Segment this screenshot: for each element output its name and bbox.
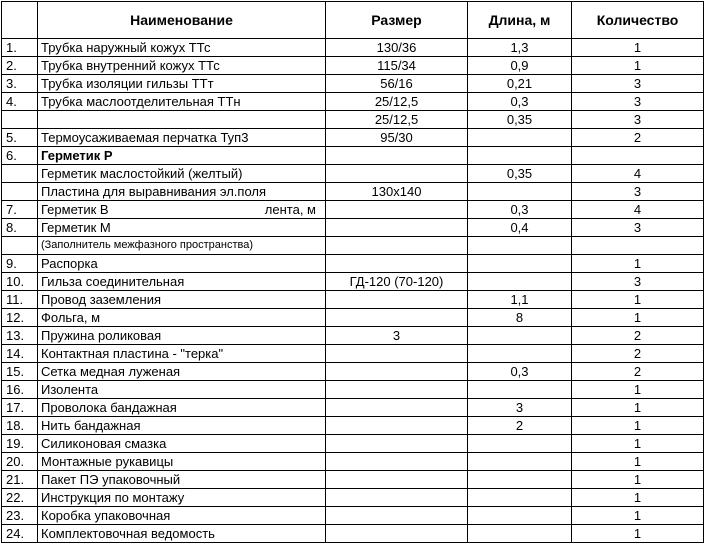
row-number: 18. xyxy=(2,417,38,435)
row-number: 9. xyxy=(2,255,38,273)
item-length xyxy=(468,345,572,363)
table-row xyxy=(2,381,704,399)
item-length: 0,3 xyxy=(468,201,572,219)
item-size xyxy=(326,165,468,183)
item-name: Пружина роликовая xyxy=(38,327,326,345)
item-qty: 1 xyxy=(572,39,704,57)
row-number: 14. xyxy=(2,345,38,363)
item-size xyxy=(326,417,468,435)
table-row xyxy=(2,111,704,129)
table-row xyxy=(2,165,704,183)
table-row xyxy=(2,471,704,489)
item-size xyxy=(326,363,468,381)
item-qty: 3 xyxy=(572,273,704,291)
item-length: 0,35 xyxy=(468,165,572,183)
item-length xyxy=(468,129,572,147)
item-length: 2 xyxy=(468,417,572,435)
table-row xyxy=(2,75,704,93)
item-size: 3 xyxy=(326,327,468,345)
table-row xyxy=(2,309,704,327)
item-length xyxy=(468,381,572,399)
row-number: 12. xyxy=(2,309,38,327)
item-name: Монтажные рукавицы xyxy=(38,453,326,471)
item-name: Инструкция по монтажу xyxy=(38,489,326,507)
item-qty xyxy=(572,147,704,165)
item-qty: 1 xyxy=(572,525,704,543)
table-row xyxy=(2,327,704,345)
item-qty: 2 xyxy=(572,327,704,345)
item-qty: 2 xyxy=(572,363,704,381)
item-name: Силиконовая смазка xyxy=(38,435,326,453)
item-length xyxy=(468,183,572,201)
table-row xyxy=(2,345,704,363)
item-name: Термоусаживаемая перчатка Туп3 xyxy=(38,129,326,147)
item-qty: 3 xyxy=(572,219,704,237)
item-size xyxy=(326,399,468,417)
header-qty: Количество xyxy=(572,2,704,39)
table-row xyxy=(2,399,704,417)
item-size: 25/12,5 xyxy=(326,111,468,129)
table-row xyxy=(2,435,704,453)
row-number: 19. xyxy=(2,435,38,453)
item-name xyxy=(38,111,326,129)
item-name: Провод заземления xyxy=(38,291,326,309)
row-number: 23. xyxy=(2,507,38,525)
item-length: 0,35 xyxy=(468,111,572,129)
item-length xyxy=(468,453,572,471)
table-row xyxy=(2,417,704,435)
item-name: Нить бандажная xyxy=(38,417,326,435)
header-size: Размер xyxy=(326,2,468,39)
row-number: 13. xyxy=(2,327,38,345)
table-row xyxy=(2,507,704,525)
item-length: 1,3 xyxy=(468,39,572,57)
item-qty: 1 xyxy=(572,381,704,399)
item-length: 3 xyxy=(468,399,572,417)
table-row xyxy=(2,201,704,219)
item-name: Изолента xyxy=(38,381,326,399)
item-size: 56/16 xyxy=(326,75,468,93)
item-name: Пластина для выравнивания эл.поля xyxy=(38,183,326,201)
table-row xyxy=(2,39,704,57)
item-name: Пакет ПЭ упаковочный xyxy=(38,471,326,489)
item-name xyxy=(38,201,326,219)
item-size: 115/34 xyxy=(326,57,468,75)
row-number xyxy=(2,111,38,129)
item-qty: 1 xyxy=(572,57,704,75)
item-length: 8 xyxy=(468,309,572,327)
item-unit-text: лента, м xyxy=(264,202,316,217)
item-size: 130/36 xyxy=(326,39,468,57)
row-number: 2. xyxy=(2,57,38,75)
item-qty: 4 xyxy=(572,201,704,219)
item-size xyxy=(326,435,468,453)
row-number: 21. xyxy=(2,471,38,489)
table-row xyxy=(2,219,704,237)
item-length xyxy=(468,435,572,453)
item-size xyxy=(326,291,468,309)
item-size xyxy=(326,309,468,327)
item-size xyxy=(326,381,468,399)
item-length: 1,1 xyxy=(468,291,572,309)
item-size xyxy=(326,201,468,219)
table-row xyxy=(2,453,704,471)
item-length xyxy=(468,507,572,525)
table-row xyxy=(2,57,704,75)
table-row xyxy=(2,147,704,165)
item-qty: 3 xyxy=(572,93,704,111)
item-length: 0,3 xyxy=(468,363,572,381)
header-num xyxy=(2,2,38,39)
item-qty: 1 xyxy=(572,255,704,273)
row-number: 6. xyxy=(2,147,38,165)
item-name: (Заполнитель межфазного пространства) xyxy=(38,237,326,255)
item-qty: 1 xyxy=(572,291,704,309)
header-row xyxy=(2,2,704,39)
item-qty: 2 xyxy=(572,345,704,363)
item-length xyxy=(468,147,572,165)
table-row xyxy=(2,183,704,201)
item-length: 0,3 xyxy=(468,93,572,111)
item-size: ГД-120 (70-120) xyxy=(326,273,468,291)
table-row xyxy=(2,291,704,309)
row-number: 3. xyxy=(2,75,38,93)
item-size: 25/12,5 xyxy=(326,93,468,111)
row-number: 7. xyxy=(2,201,38,219)
item-name: Распорка xyxy=(38,255,326,273)
item-length: 0,4 xyxy=(468,219,572,237)
item-size xyxy=(326,219,468,237)
table-row xyxy=(2,255,704,273)
item-qty: 1 xyxy=(572,507,704,525)
item-size xyxy=(326,237,468,255)
row-number xyxy=(2,237,38,255)
item-name: Трубка наружный кожух ТТс xyxy=(38,39,326,57)
table-row xyxy=(2,273,704,291)
item-length: 0,9 xyxy=(468,57,572,75)
item-qty: 1 xyxy=(572,309,704,327)
row-number: 10. xyxy=(2,273,38,291)
item-qty: 1 xyxy=(572,453,704,471)
item-qty: 1 xyxy=(572,435,704,453)
components-table xyxy=(1,1,704,543)
item-name: Комплектовочная ведомость xyxy=(38,525,326,543)
item-qty: 1 xyxy=(572,399,704,417)
item-size xyxy=(326,147,468,165)
row-number: 16. xyxy=(2,381,38,399)
item-size: 130х140 xyxy=(326,183,468,201)
item-qty: 3 xyxy=(572,183,704,201)
item-name: Герметик маслостойкий (желтый) xyxy=(38,165,326,183)
table-row xyxy=(2,525,704,543)
item-name: Герметик Р xyxy=(38,147,326,165)
item-name: Проволока бандажная xyxy=(38,399,326,417)
item-qty: 3 xyxy=(572,75,704,93)
table-row xyxy=(2,129,704,147)
item-size xyxy=(326,489,468,507)
table-row xyxy=(2,93,704,111)
item-name: Фольга, м xyxy=(38,309,326,327)
item-length xyxy=(468,327,572,345)
item-qty: 2 xyxy=(572,129,704,147)
row-number: 24. xyxy=(2,525,38,543)
item-qty: 3 xyxy=(572,111,704,129)
item-length xyxy=(468,237,572,255)
table-row xyxy=(2,363,704,381)
row-number: 15. xyxy=(2,363,38,381)
item-length xyxy=(468,525,572,543)
item-qty xyxy=(572,237,704,255)
item-name: Сетка медная луженая xyxy=(38,363,326,381)
item-qty: 1 xyxy=(572,489,704,507)
item-size: 95/30 xyxy=(326,129,468,147)
header-name: Наименование xyxy=(38,2,326,39)
item-name: Трубка изоляции гильзы ТТт xyxy=(38,75,326,93)
item-qty: 4 xyxy=(572,165,704,183)
item-length xyxy=(468,489,572,507)
item-name: Гильза соединительная xyxy=(38,273,326,291)
item-size xyxy=(326,345,468,363)
header-length: Длина, м xyxy=(468,2,572,39)
item-length xyxy=(468,273,572,291)
table-row xyxy=(2,489,704,507)
item-length xyxy=(468,471,572,489)
row-number: 8. xyxy=(2,219,38,237)
item-size xyxy=(326,255,468,273)
item-size xyxy=(326,525,468,543)
item-name: Трубка маслоотделительная ТТн xyxy=(38,93,326,111)
row-number: 1. xyxy=(2,39,38,57)
item-name: Трубка внутренний кожух ТТс xyxy=(38,57,326,75)
item-name: Герметик М xyxy=(38,219,326,237)
row-number: 20. xyxy=(2,453,38,471)
row-number: 17. xyxy=(2,399,38,417)
item-size xyxy=(326,471,468,489)
row-number: 22. xyxy=(2,489,38,507)
item-size xyxy=(326,507,468,525)
item-name: Коробка упаковочная xyxy=(38,507,326,525)
item-length: 0,21 xyxy=(468,75,572,93)
row-number: 4. xyxy=(2,93,38,111)
item-length xyxy=(468,255,572,273)
row-number xyxy=(2,183,38,201)
table-row xyxy=(2,237,704,255)
item-qty: 1 xyxy=(572,417,704,435)
row-number xyxy=(2,165,38,183)
item-size xyxy=(326,453,468,471)
item-name: Контактная пластина - "терка" xyxy=(38,345,326,363)
row-number: 5. xyxy=(2,129,38,147)
item-qty: 1 xyxy=(572,471,704,489)
item-name-text: Герметик В xyxy=(41,202,109,217)
row-number: 11. xyxy=(2,291,38,309)
